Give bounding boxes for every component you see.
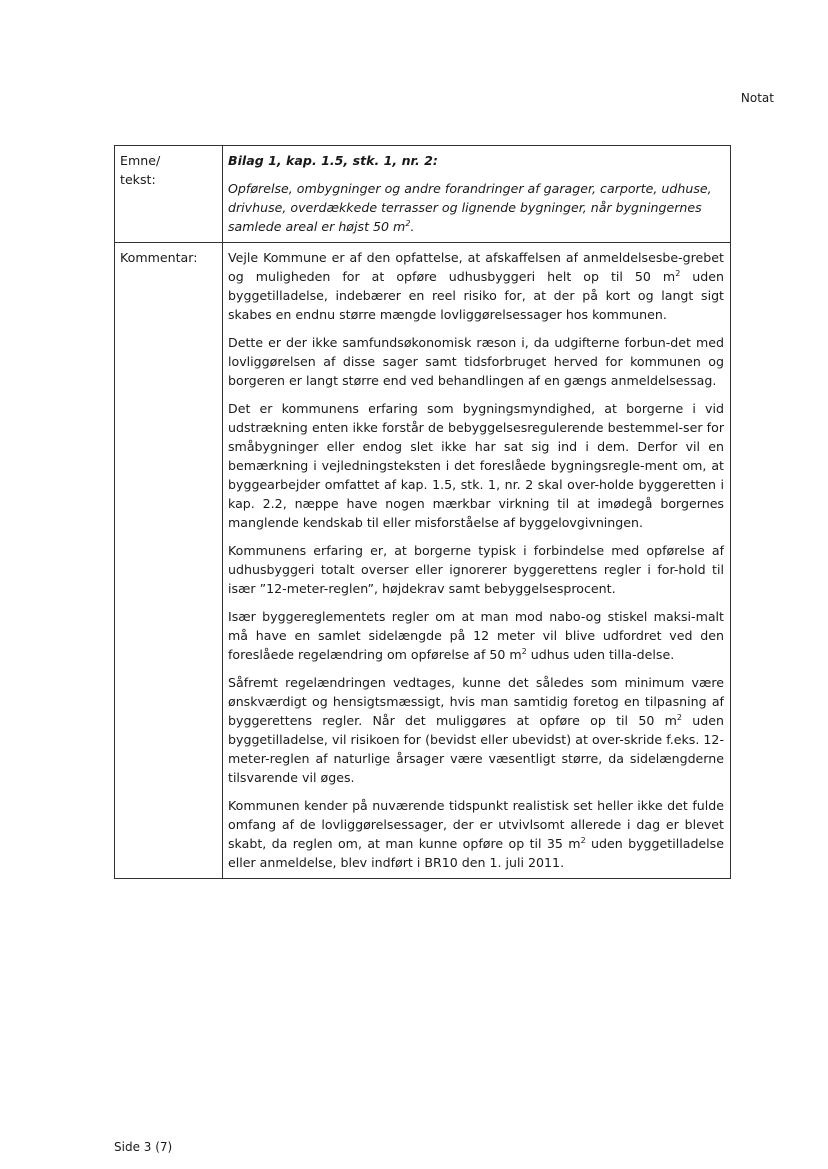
subject-heading: Bilag 1, kap. 1.5, stk. 1, nr. 2: <box>228 153 438 168</box>
subject-text-end: . <box>410 219 415 234</box>
comment-body-cell <box>223 243 731 879</box>
p1-text-b: uden byggetilladelse, indebærer en reel risiko for, at der på kort og langt sigt skabes en endnu større mængde lovliggørelsessager hos kommunen. <box>228 269 724 322</box>
subject-text-main: Opførelse, ombygninger og andre forandringer af garager, carporte, udhuse, drivhuse, overdækkede terrasser og lignende bygninger, når bygningernes samlede areal er højst 50 m <box>228 181 712 234</box>
comment-paragraph-1 <box>228 248 724 324</box>
comment-row <box>115 243 731 879</box>
subject-label-cell <box>115 146 223 243</box>
comment-label: Kommentar: <box>120 250 198 265</box>
p6-sup: 2 <box>676 712 682 722</box>
subject-text <box>228 179 724 236</box>
comment-paragraph-7 <box>228 796 724 872</box>
p6-text-a: Såfremt regelændringen vedtages, kunne det således som minimum være ønskværdigt og hensigtsmæssigt, hvis man samtidig foretog en tilpasning af byggerettens regler. Når det muliggøres at opføre op til 50 m <box>228 675 724 728</box>
p7-text-b: uden byggetilladelse eller anmeldelse, blev indført i BR10 den 1. juli 2011. <box>228 836 724 870</box>
page-number: Side 3 (7) <box>114 1140 173 1154</box>
subject-text-sup: 2 <box>405 218 411 228</box>
p1-sup: 2 <box>675 268 681 278</box>
subject-label: Emne/ tekst: <box>120 153 161 187</box>
comment-table <box>114 145 731 879</box>
p1-text-a: Vejle Kommune er af den opfattelse, at afskaffelsen af anmeldelsesbe-grebet og muligheden for at opføre udhusbyggeri helt op til 50 m <box>228 250 724 284</box>
comment-paragraph-5 <box>228 607 724 664</box>
comment-paragraph-6 <box>228 673 724 787</box>
comment-paragraph-3: Det er kommunens erfaring som bygningsmyndighed, at borgerne i vid udstrækning enten ikke forstår de bebyggelsesregulerende bestemmel-ser for småbygninger eller endog slet ikke har sat sig ind i dem. Derfor vil en bemærkning i vejledningsteksten i det foreslåede bygningsregle-ment om, at byggearbejder omfattet af kap. 1.5, stk. 1, nr. 2 skal over-holde byggeretten i kap. 2.2, næppe have nogen mærkbar virkning til at imødegå borgernes manglende kendskab til eller misforståelse af byggelovgivningen. <box>228 401 724 530</box>
comment-label-cell <box>115 243 223 879</box>
p7-text-a: Kommunen kender på nuværende tidspunkt realistisk set heller ikke det fulde omfang af de lovliggørelsessager, der er utvivlsomt allerede i dag er blevet skabt, da reglen om, at man kunne opføre op til 35 m <box>228 798 724 851</box>
p5-sup: 2 <box>521 646 527 656</box>
comment-paragraph-2: Dette er der ikke samfundsøkonomisk ræson i, da udgifterne forbun-det med lovliggørelsen af disse sager samt tidsforbruget herved for kommunen og borgeren er langt større end ved behandlingen af en gængs anmeldelsessag. <box>228 335 724 388</box>
p7-sup: 2 <box>580 835 586 845</box>
p6-text-b: uden byggetilladelse, vil risikoen for (bevidst eller ubevidst) at over-skride f.eks. 12-meter-reglen af naturlige årsager være væsentligt større, da sidelængderne tilsvarende vil øges. <box>228 713 724 785</box>
subject-body-cell <box>223 146 731 243</box>
document-type-label: Notat <box>740 91 774 105</box>
p5-text-a: Især byggereglementets regler om at man mod nabo-og stiskel maksi-malt må have en samlet sidelængde på 12 meter vil blive udfordret ved den foreslåede regelændring om opførelse af 50 m <box>228 609 724 662</box>
p5-text-b: udhus uden tilla-delse. <box>526 647 675 662</box>
subject-row <box>115 146 731 243</box>
comment-paragraph-4: Kommunens erfaring er, at borgerne typisk i forbindelse med opførelse af udhusbyggeri totalt overser eller ignorerer byggerettens regler i for-hold til især ”12-meter-reglen”, højdekrav samt bebyggelsesprocent. <box>228 543 724 596</box>
